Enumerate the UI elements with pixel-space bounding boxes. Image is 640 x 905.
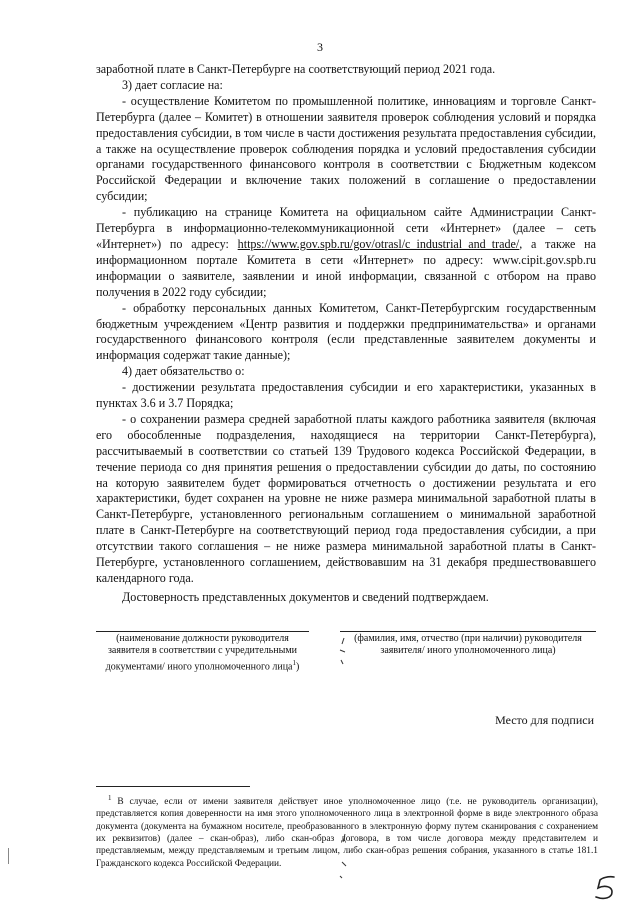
position-caption-footnote-ref: 1 [292,659,296,668]
paragraph-salary-period: заработной плате в Санкт-Петербурге на соответствующий период 2021 года. [96,62,496,76]
scan-stray-marks [336,832,352,882]
position-signature-line [96,631,309,632]
scan-dot-marks [336,636,350,670]
name-signature-line [340,631,596,632]
position-caption-text: (наименование должности руководителя заявителя в соответствии с учредительными документами/ иного уполномоченного лица [105,633,297,673]
name-caption: (фамилия, имя, отчество (при наличии) руководителя заявителя/ иного уполномоченного лица) [354,633,582,657]
page-number: 3 [317,40,323,54]
paragraph-obligation-salary: - о сохранении размера средней заработной платы каждого работника заявителя (включая его обособленные подразделения, находящиеся на территории Санкт-Петербурга), рассчитываемый в соответствии со статьей 139 Трудового кодекса Российской Федерации, в течение периода со дня принятия решения о предоставлении субсидии до даты, по состоянию на которую заявителем будет формироваться отчетность о достижении результата и его характеристики, будет сохранен на уровне не ниже размера минимальной заработной платы в Санкт-Петербурге, установленного региональным соглашением о минимальной заработной плате в Санкт-Петербурге на соответствующий период года предоставления субсидии, а при отсутствии такого соглашения – не ниже размера минимальной заработной платы в Санкт-Петербурге, установленного соглашением, действовавшим на 31 декабря предшествовавшего календарного года. [96,411,596,585]
margin-scan-mark [8,848,9,864]
signature-place-label: Место для подписи [495,713,594,727]
confirmation-statement: Достоверность представленных документов и сведений подтверждаем. [122,590,489,604]
paragraph-obligation-heading: 4) дает обязательство о: [122,364,245,379]
paragraph-consent-heading: 3) дает согласие на: [122,77,223,92]
position-caption [96,633,309,674]
paragraph-consent-personal-data: - обработку персональных данных Комитетом, Санкт-Петербургским государственным бюджетным учреждением «Центр развития и поддержки предпринимательства» и органами государственного финансового контроля (если представленные заявителем документы и информация содержат такие данные); [96,300,596,363]
footnote-text: В случае, если от имени заявителя действует иное уполномоченное лицо (т.е. не руководитель организации), представляется копия доверенности на имя этого уполномоченного лица в электронной форме в виде электронного образа документа (документа на бумажном носителе, преобразованного в электронную форму путем сканирования с сохранением их реквизитов) (далее – скан-образ), либо скан-образ договора, в том числе договора между представителем и представляемым, между представляемым и третьим лицом, либо скан-образ решения собрания, указанного в статье 181.1 Гражданского кодекса Российской Федерации. [96,797,598,869]
paragraph-obligation-result: - достижении результата предоставления субсидии и его характеристики, указанных в пунктах 3.6 и 3.7 Порядка; [96,380,596,411]
footnote-divider [96,786,250,787]
publication-text-before-link: - публикацию на странице Комитета на официальном сайте Администрации Санкт-Петербурга в информационно-телекоммуникационной сети «Интернет» (далее – сеть «Интернет») по адресу: [96,205,596,251]
handwritten-page-mark [590,874,622,902]
footnote-marker: 1 [108,794,112,802]
position-caption-close: ) [296,661,300,673]
paragraph-consent-publication [96,205,596,300]
committee-website-link[interactable]: https://www.gov.spb.ru/gov/otrasl/c_industrial_and_trade/ [237,236,520,251]
document-body [96,62,596,587]
paragraph-consent-inspections: - осуществление Комитетом по промышленной политике, инновациям и торговле Санкт-Петербурга (далее – Комитет) в отношении заявителя проверок соблюдения условий и порядка предоставления субсидии, в том числе в части достижения результата предоставления субсидии, а также на осуществление проверок соблюдения порядка и условий предоставления субсидии органами государственного финансового контроля в соответствии с Бюджетным кодексом Российской Федерации и включение таких положений в соглашение о предоставлении субсидии; [96,93,596,204]
publication-text-after-link: , а также на информационном портале Комитета в сети «Интернет» по адресу: www.cipit.gov.spb.ru информации о заявителе, заявлении и иной информации, связанной с отбором на право получения в 2022 году субсидии; [96,236,597,299]
